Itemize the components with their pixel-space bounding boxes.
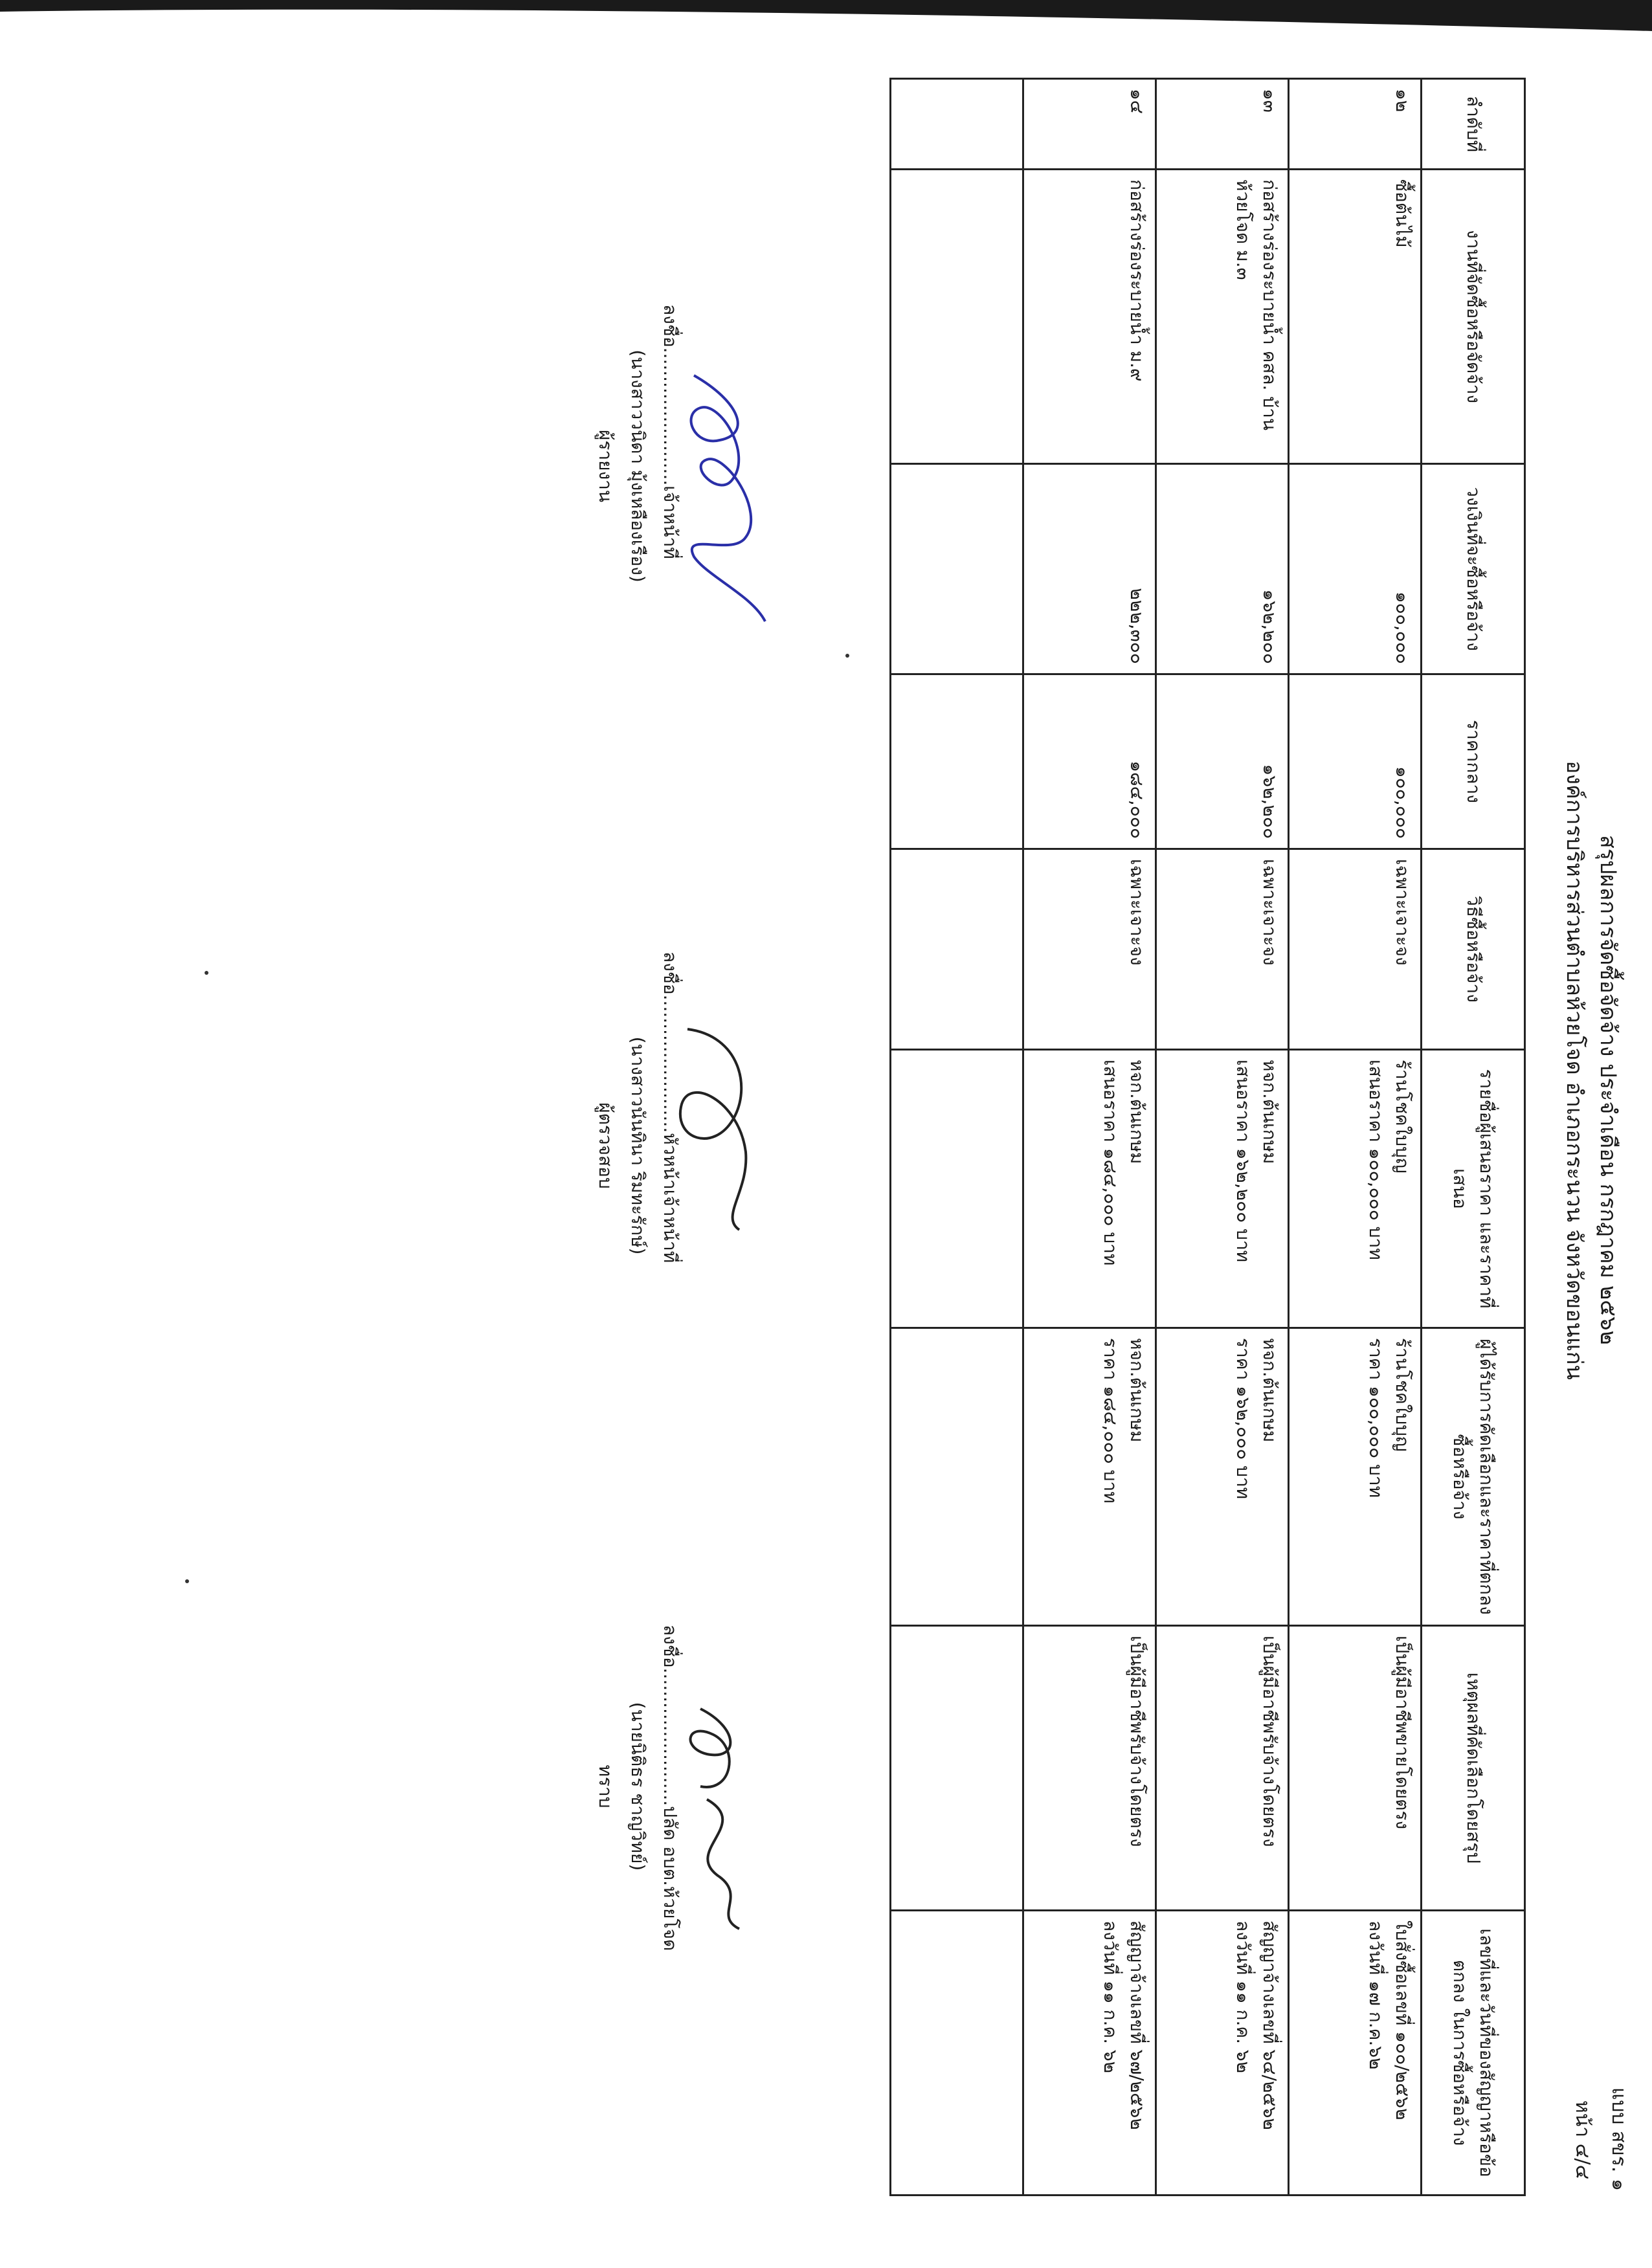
scan-speck <box>205 971 208 975</box>
row-bidders <box>1156 1050 1289 1328</box>
empty-cell <box>891 79 1023 170</box>
row-budget: ๑๖๒,๒๐๐ <box>1156 464 1289 674</box>
row-winner <box>1023 1328 1156 1626</box>
form-code: แบบ สขร. ๑ <box>1607 2087 1630 2192</box>
bidder-price: เสนอราคา ๑๖๒,๒๐๐ บาท <box>1233 1060 1255 1263</box>
header-reason: เหตุผลที่คัดเลือกโดยสรุป <box>1422 1626 1525 1911</box>
row-budget: ๒๒๒,๓๐๐ <box>1023 464 1156 674</box>
row-bidders <box>1289 1050 1422 1328</box>
contract-number: สัญญาจ้างเลขที่ ๖๔/๒๕๖๒ <box>1259 1920 1280 2130</box>
contract-date: ลงวันที่ ๑๑ ก.ค. ๖๒ <box>1100 1920 1122 2074</box>
winner-price: ราคา ๑๘๔,๐๐๐ บาท <box>1100 1338 1122 1504</box>
table-row <box>1023 79 1156 2196</box>
contract-date: ลงวันที่ ๑๑ ก.ค. ๖๒ <box>1233 1920 1255 2074</box>
header-item: งานที่จัดซื้อหรือจัดจ้าง <box>1422 170 1525 464</box>
document-title: สรุปผลการจัดซื้อจัดจ้าง ประจำเดือน กรกฎาคม ๒๕๖๒ <box>1595 835 1621 1345</box>
signer-name-approver: (นายนิติธร ชาญวิทย์) <box>627 1702 649 1871</box>
row-contract <box>1289 1911 1422 2196</box>
signature-line-reporter: ลงชื่อ........................เจ้าหน้าที่ <box>660 304 681 559</box>
row-item: ซื้อต้นไม้ <box>1289 170 1422 464</box>
row-winner <box>1289 1328 1422 1626</box>
signer-role-checker: ผู้ตรวจสอบ <box>595 1102 616 1189</box>
row-median-price: ๑๖๒,๒๐๐ <box>1156 674 1289 849</box>
empty-cell <box>891 1328 1023 1626</box>
row-no: ๑๒ <box>1289 79 1422 170</box>
row-item: ก่อสร้างร่องระบายน้ำ คสล. บ้านห้วยโจด ม.๓ <box>1156 170 1289 464</box>
row-reason: เป็นผู้มีอาชีพรับจ้างโดยตรง <box>1023 1626 1156 1911</box>
header-budget: วงเงินที่จะซื้อหรือจ้าง <box>1422 464 1525 674</box>
header-winner: ผู้ได้รับการคัดเลือกและราคาที่ตกลงซื้อหรือจ้าง <box>1422 1328 1525 1626</box>
row-item: ก่อสร้างร่องระบายน้ำ ม.๙ <box>1023 170 1156 464</box>
scan-speck <box>845 654 849 658</box>
handwritten-signature-approver <box>662 1683 778 1942</box>
rotated-document <box>34 0 1652 2268</box>
signature-line-approver: ลงชื่อ........................ปลัด อบต.ห้วยโจด <box>660 1625 681 1951</box>
bidder-name: หจก.ต้นเกษม <box>1259 1060 1280 1164</box>
signer-name-reporter: (นางสาววนิดา มุ้งเหลืองเรือง) <box>627 350 649 583</box>
empty-cell <box>891 1911 1023 2196</box>
row-median-price: ๑๘๔,๐๐๐ <box>1023 674 1156 849</box>
row-median-price: ๑๐๐,๐๐๐ <box>1289 674 1422 849</box>
row-method: เฉพาะเจาะจง <box>1023 849 1156 1050</box>
signer-name-checker: (นางสาวนันทินา ริมทะรักษ์) <box>627 1036 649 1255</box>
table-row <box>1289 79 1422 2196</box>
row-budget: ๑๐๐,๐๐๐ <box>1289 464 1422 674</box>
empty-cell <box>891 1050 1023 1328</box>
contract-number: ใบสั่งซื้อเลขที่ ๑๐๐/๒๕๖๒ <box>1392 1920 1413 2120</box>
header-median-price: ราคากลาง <box>1422 674 1525 849</box>
empty-cell <box>891 464 1023 674</box>
row-winner <box>1156 1328 1289 1626</box>
row-contract <box>1023 1911 1156 2196</box>
empty-cell <box>891 170 1023 464</box>
winner-name: ร้านโชคใบบุญ <box>1392 1338 1413 1452</box>
row-reason: เป็นผู้มีอาชีพขายโดยตรง <box>1289 1626 1422 1911</box>
scan-speck <box>185 1579 189 1583</box>
contract-date: ลงวันที่ ๑๗ ก.ค.๖๒ <box>1365 1920 1387 2070</box>
row-method: เฉพาะเจาะจง <box>1289 849 1422 1050</box>
row-method: เฉพาะเจาะจง <box>1156 849 1289 1050</box>
table-header-row <box>1422 79 1525 2196</box>
winner-price: ราคา ๑๖๒,๐๐๐ บาท <box>1233 1338 1255 1500</box>
row-no: ๑๔ <box>1023 79 1156 170</box>
winner-name: หจก.ต้นเกษม <box>1126 1338 1148 1443</box>
row-no: ๑๓ <box>1156 79 1289 170</box>
header-contract: เลขที่และวันที่ของสัญญาหรือข้อตกลง ในการซื้อหรือจ้าง <box>1422 1911 1525 2196</box>
signer-role-approver: ทราบ <box>595 1764 616 1808</box>
empty-cell <box>891 674 1023 849</box>
procurement-table <box>889 78 1526 2196</box>
row-contract <box>1156 1911 1289 2196</box>
row-reason: เป็นผู้มีอาชีพรับจ้างโดยตรง <box>1156 1626 1289 1911</box>
contract-number: สัญญาจ้างเลขที่ ๖๗/๒๕๖๒ <box>1126 1920 1148 2130</box>
page-number: หน้า ๔/๔ <box>1571 2100 1594 2180</box>
bidder-price: เสนอราคา ๑๘๔,๐๐๐ บาท <box>1100 1060 1122 1266</box>
bidder-price: เสนอราคา ๑๐๐,๐๐๐ บาท <box>1365 1060 1387 1260</box>
empty-cell <box>891 849 1023 1050</box>
handwritten-signature-checker <box>655 1010 778 1243</box>
empty-cell <box>891 1626 1023 1911</box>
winner-name: หจก.ต้นเกษม <box>1259 1338 1280 1443</box>
bidder-name: ร้านโชคใบบุญ <box>1392 1060 1413 1173</box>
header-no: ลำดับที่ <box>1422 79 1525 170</box>
winner-price: ราคา ๑๐๐,๐๐๐ บาท <box>1365 1338 1387 1498</box>
table-row <box>1156 79 1289 2196</box>
bidder-name: หจก.ต้นเกษม <box>1126 1060 1148 1164</box>
table-row-empty <box>891 79 1023 2196</box>
header-bidders: รายชื่อผู้เสนอราคา และราคาที่เสนอ <box>1422 1050 1525 1328</box>
row-bidders <box>1023 1050 1156 1328</box>
signature-line-checker: ลงชื่อ........................หัวหน้าเจ้าหน้าที่ <box>660 951 681 1263</box>
signer-role-reporter: ผู้รายงาน <box>595 429 616 503</box>
document-subtitle: องค์การบริหารส่วนตำบลห้วยโจด อำเภอกระนวน จังหวัดขอนแก่น <box>1561 761 1587 1380</box>
handwritten-signature-reporter <box>662 362 791 634</box>
header-method: วิธีซื้อหรือจ้าง <box>1422 849 1525 1050</box>
